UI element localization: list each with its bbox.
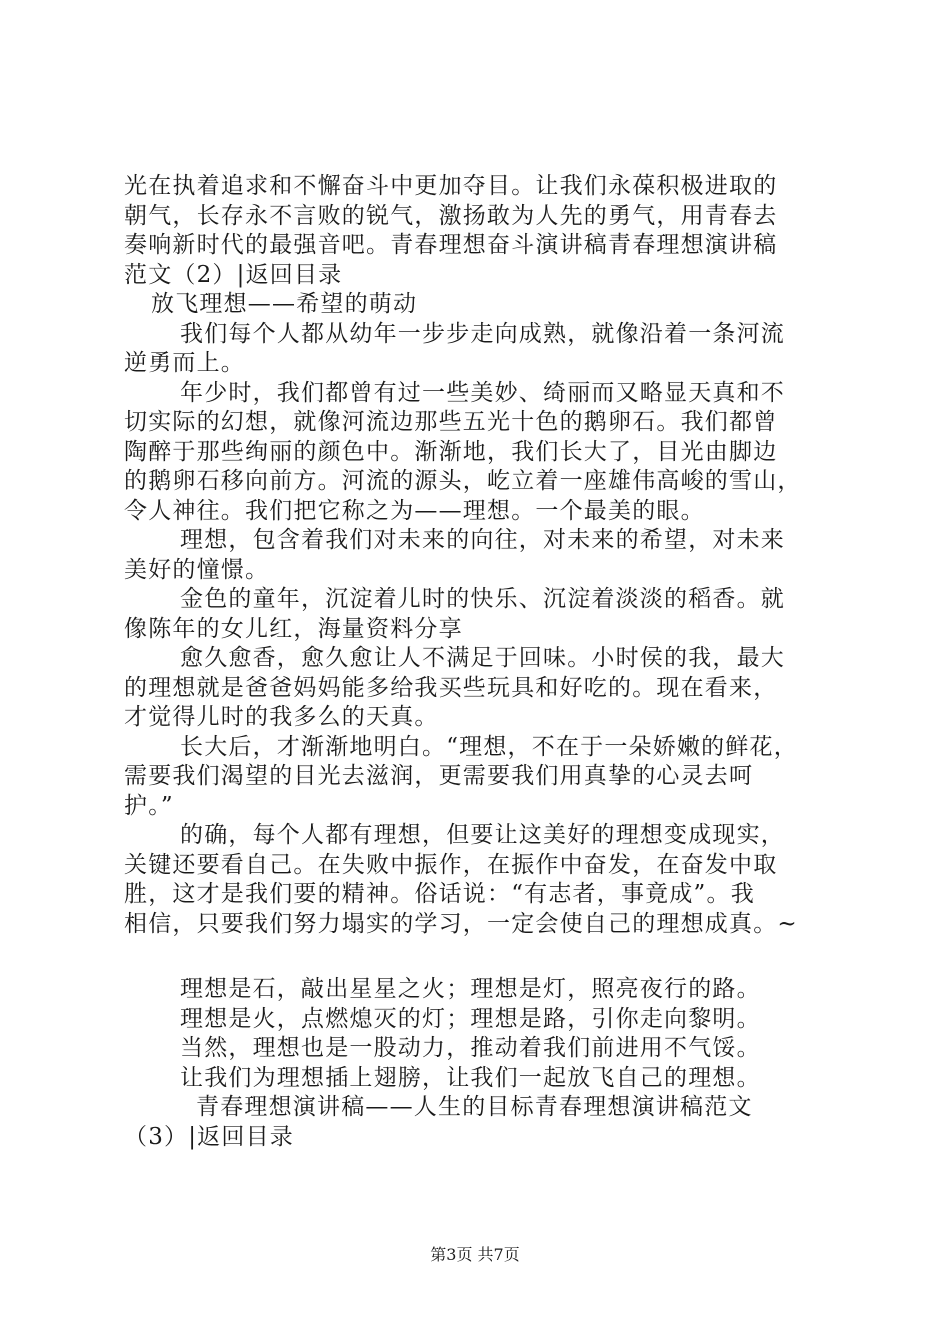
text-line: 切实际的幻想，就像河流边那些五光十色的鹅卵石。我们都曾 — [124, 409, 778, 435]
text-line: 美好的憧憬。 — [124, 556, 270, 583]
text-line: 我们每个人都从幼年一步步走向成熟，就像沿着一条河流 — [180, 320, 785, 347]
toc-link-line[interactable]: 范文（2）|返回目录 — [124, 261, 343, 288]
text-line: 年少时，我们都曾有过一些美妙、绮丽而又略显天真和不 — [180, 379, 785, 406]
poem-line: 让我们为理想插上翅膀，让我们一起放飞自己的理想。 — [180, 1064, 761, 1091]
text-line: 的理想就是爸爸妈妈能多给我买些玩具和好吃的。现在看来， — [124, 674, 778, 701]
text-line: 像陈年的女儿红，海量资料分享 — [124, 615, 463, 642]
poem-line: 当然，理想也是一股动力，推动着我们前进用不气馁。 — [180, 1035, 761, 1061]
text-line: 需要我们渴望的目光去滋润，更需要我们用真挚的心灵去呵 — [124, 763, 754, 789]
text-line: 陶醉于那些绚丽的颜色中。渐渐地，我们长大了，目光由脚边 — [124, 438, 778, 465]
section-title: 放飞理想——希望的萌动 — [151, 291, 418, 317]
text-line: 朝气，长存永不言败的锐气，激扬敢为人先的勇气，用青春去 — [124, 202, 778, 229]
text-line: 关键还要看自己。在失败中振作，在振作中奋发，在奋发中取 — [124, 851, 778, 878]
toc-link-line[interactable]: （3）|返回目录 — [124, 1123, 294, 1150]
paragraph-gap — [124, 939, 834, 975]
text-line: 理想，包含着我们对未来的向往，对未来的希望，对未来 — [180, 527, 785, 553]
text-line: 奏响新时代的最强音吧。青春理想奋斗演讲稿青春理想演讲稿 — [124, 232, 778, 258]
text-line: 胜，这才是我们要的精神。俗话说：“有志者，事竟成”。我 — [124, 881, 755, 907]
text-line: 才觉得儿时的我多么的天真。 — [124, 704, 439, 730]
document-body — [124, 172, 834, 1152]
text-line: 金色的童年，沉淀着儿时的快乐、沉淀着淡淡的稻香。就 — [180, 586, 785, 612]
text-line: 令人神往。我们把它称之为——理想。一个最美的眼。 — [124, 497, 705, 524]
text-line: 逆勇而上。 — [124, 350, 245, 376]
text-line: 的鹅卵石移向前方。河流的源头，屹立着一座雄伟高峻的雪山， — [124, 468, 802, 494]
text-line: 护。” — [124, 792, 174, 819]
text-line: 长大后，才渐渐地明白。“理想，不在于一朵娇嫩的鲜花， — [180, 733, 798, 760]
poem-line: 理想是火，点燃熄灭的灯；理想是路，引你走向黎明。 — [180, 1005, 761, 1032]
text-line: 愈久愈香，愈久愈让人不满足于回味。小时侯的我，最大 — [180, 645, 785, 671]
section-title: 青春理想演讲稿——人生的目标青春理想演讲稿范文 — [196, 1094, 753, 1120]
poem-line: 理想是石，敲出星星之火；理想是灯，照亮夜行的路。 — [180, 976, 761, 1002]
text-line: 光在执着追求和不懈奋斗中更加夺目。让我们永葆积极进取的 — [124, 173, 778, 199]
text-line: 相信，只要我们努力塌实的学习，一定会使自己的理想成真。~ — [124, 910, 798, 937]
text-line: 的确，每个人都有理想，但要让这美好的理想变成现实， — [180, 822, 785, 848]
page-footer: 第3页 共7页 — [430, 1245, 520, 1264]
